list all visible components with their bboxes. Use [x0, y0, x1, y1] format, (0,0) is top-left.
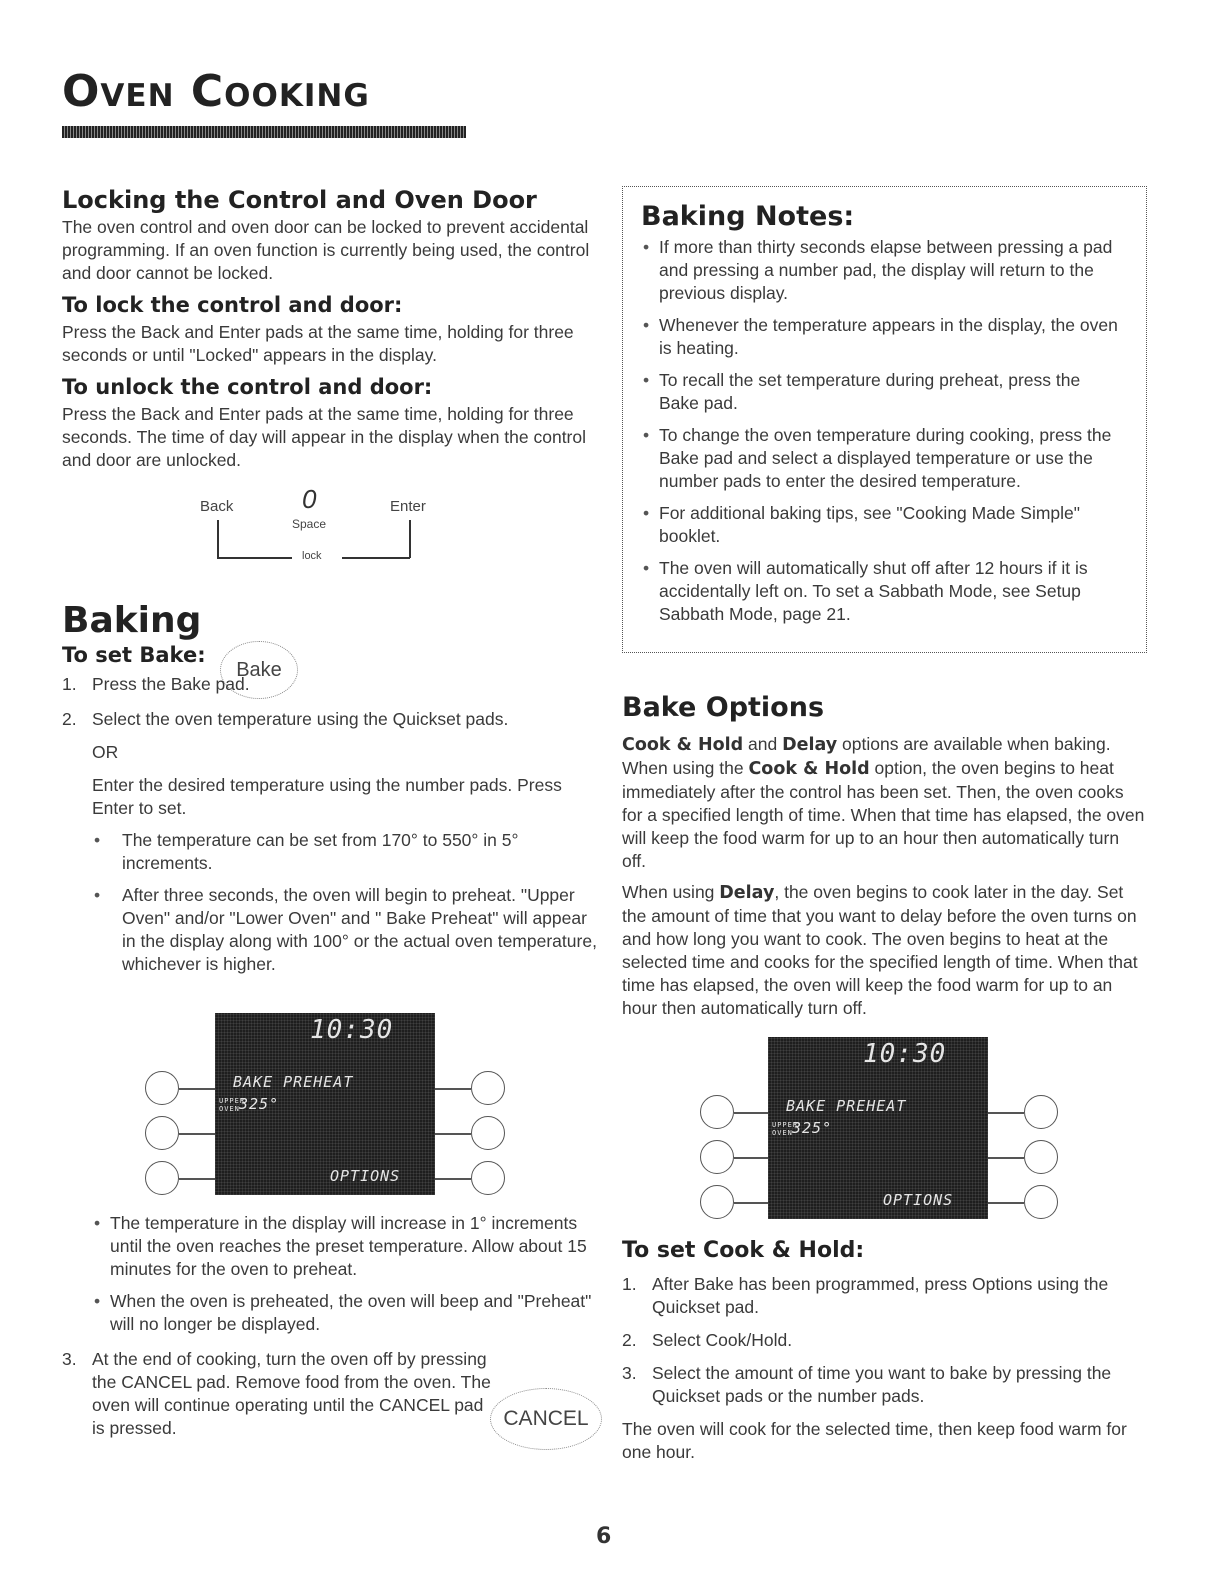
bake-bullets-a: [92, 829, 602, 976]
zero-pad-label: 0: [302, 484, 317, 514]
lead-line: [734, 1157, 768, 1159]
lock-heading: To lock the control and door:: [62, 293, 403, 317]
note-item: • If more than thirty seconds elapse between pressing a pad and pressing a number pad, the display will return to the previous display.: [641, 236, 1124, 305]
lock-bracket-left: [217, 557, 292, 559]
step-number: 1.: [622, 1274, 637, 1294]
display-panel-left: [145, 1013, 505, 1198]
bake-pad-icon: Bake: [220, 641, 298, 699]
lcd-upper: UPPER: [219, 1097, 246, 1105]
lead-line: [734, 1202, 768, 1204]
lead-line: [435, 1088, 471, 1090]
text-span: option, the oven begins to heat immediately after the control has been set. Then, the oven cooks for a specified length of time. When that time has elapsed, the oven will keep the food warm for up to an hour then automatically turn off.: [622, 758, 1145, 871]
keyword: Delay: [782, 735, 838, 755]
note-item: • Whenever the temperature appears in the display, the oven is heating.: [641, 314, 1124, 360]
notes-list: [641, 236, 1124, 626]
text-span: , the oven begins to cook later in the day. Set the amount of time that you want to delay before the oven turns on and how long you want to cook. The oven begins to heat at the selected time and cooks for the specified length of time. When that time has elapsed, the oven will keep the food warm for up to an hour then automatically turn off.: [622, 882, 1138, 1018]
bake-options-para-2: [622, 881, 1147, 1020]
lead-line: [179, 1178, 215, 1180]
text-span: When using: [622, 882, 720, 902]
lead-line: [435, 1178, 471, 1180]
lcd-oven: OVEN: [219, 1105, 240, 1113]
bake-step-3: [62, 1348, 602, 1440]
lock-bracket-right: [342, 557, 410, 559]
bake-options-para-1: [622, 733, 1147, 873]
lead-line: [435, 1133, 471, 1135]
back-pad-label: Back: [200, 498, 234, 515]
set-bake-heading: To set Bake:: [62, 643, 206, 667]
step-text: Select the oven temperature using the Quickset pads.: [92, 709, 509, 729]
cook-hold-step: [622, 1329, 1147, 1352]
step-number: 3.: [62, 1349, 77, 1369]
lcd-screen: [768, 1037, 988, 1219]
bake-bullets-b: [62, 1212, 602, 1336]
quickset-pad-left-3: [700, 1185, 734, 1219]
step-number: 3.: [622, 1363, 637, 1383]
note-item: • To recall the set temperature during preheat, press the Bake pad.: [641, 369, 1124, 415]
cook-hold-step: [622, 1273, 1147, 1319]
page-number: 6: [596, 1524, 612, 1549]
quickset-pad-right-1: [1024, 1095, 1058, 1129]
bullet-item: • The temperature can be set from 170° to 550° in 5° increments.: [92, 829, 602, 875]
quickset-pad-right-3: [1024, 1185, 1058, 1219]
step-text: After Bake has been programmed, press Options using the Quickset pad.: [652, 1274, 1109, 1317]
lead-line: [179, 1088, 215, 1090]
bake-steps: [62, 673, 602, 976]
step-text: At the end of cooking, turn the oven off by pressing the CANCEL pad. Remove food from the oven. The oven will continue operating until the CANCEL pad is pressed.: [92, 1349, 491, 1438]
text-span: options are available when baking. When using the: [622, 734, 1111, 778]
lead-line: [988, 1202, 1024, 1204]
lock-pad-diagram: [62, 484, 602, 584]
quickset-pad-right-1: [471, 1071, 505, 1105]
cook-hold-steps: [622, 1273, 1147, 1408]
lcd-upper: UPPER: [772, 1121, 799, 1129]
notes-heading: Baking Notes:: [641, 201, 855, 232]
note-item: • To change the oven temperature during cooking, press the Bake pad and select a displayed temperature or use the number pads to enter the desired temperature.: [641, 424, 1124, 493]
keyword: Cook & Hold: [748, 759, 870, 779]
lcd-time: 10:30: [863, 1039, 947, 1069]
step-number: 2.: [622, 1330, 637, 1350]
cook-hold-closing: The oven will cook for the selected time, then keep food warm for one hour.: [622, 1419, 1127, 1462]
space-label: Space: [292, 517, 327, 531]
locking-intro: The oven control and oven door can be locked to prevent accidental programming. If an oven function is currently being used, the control and door cannot be locked.: [62, 217, 590, 283]
bullet-item: • The temperature in the display will increase in 1° increments until the oven reaches the preset temperature. Allow about 15 minutes for the oven to preheat.: [92, 1212, 602, 1281]
bake-step-1: [62, 673, 602, 696]
lcd-options: OPTIONS: [883, 1191, 954, 1209]
left-column-lower: [62, 1212, 602, 1440]
keyword: Cook & Hold: [622, 735, 744, 755]
enter-lead-line: [409, 520, 411, 558]
step-2b-text: Enter the desired temperature using the number pads. Press Enter to set.: [92, 775, 562, 818]
quickset-pad-left-1: [145, 1071, 179, 1105]
unlock-text: Press the Back and Enter pads at the same time, holding for three seconds. The time of day will appear in the display when the control and door are unlocked.: [62, 404, 587, 470]
note-item: • The oven will automatically shut off after 12 hours if it is accidentally left on. To set a Sabbath Mode, see Setup Sabbath Mode, page 21.: [641, 557, 1124, 626]
or-text: OR: [92, 742, 119, 762]
note-item: • For additional baking tips, see "Cooking Made Simple" booklet.: [641, 502, 1124, 548]
left-column: [62, 186, 602, 976]
lead-line: [734, 1112, 768, 1114]
step-number: 2.: [62, 709, 77, 729]
lcd-time: 10:30: [310, 1015, 394, 1045]
lock-label: lock: [302, 550, 322, 562]
step-text: Select the amount of time you want to bake by pressing the Quickset pads or the number pads.: [652, 1363, 1112, 1406]
cancel-pad-icon: CANCEL: [490, 1388, 602, 1450]
lead-line: [179, 1133, 215, 1135]
baking-notes-box: [622, 186, 1147, 653]
lead-line: [988, 1157, 1024, 1159]
unlock-heading: To unlock the control and door:: [62, 375, 433, 399]
baking-heading: Baking: [62, 600, 202, 641]
text-span: and: [743, 734, 783, 754]
enter-pad-label: Enter: [390, 498, 426, 515]
lcd-options: OPTIONS: [330, 1167, 401, 1185]
cook-hold-heading: To set Cook & Hold:: [622, 1238, 865, 1263]
bullet-item: • After three seconds, the oven will begin to preheat. "Upper Oven" and/or "Lower Oven" and " Bake Preheat" will appear in the display along with 100° or the actual oven temperature, whichever is higher.: [92, 884, 602, 976]
lcd-bake-preheat: BAKE PREHEAT: [786, 1097, 907, 1115]
step-number: 1.: [62, 674, 77, 694]
step-text: Press the Bake pad.: [92, 674, 250, 694]
bullet-item: • When the oven is preheated, the oven will beep and "Preheat" will no longer be displayed.: [92, 1290, 602, 1336]
back-lead-line: [217, 520, 219, 558]
cook-hold-step: [622, 1362, 1147, 1408]
bake-options-section: [622, 692, 1147, 1020]
quickset-pad-left-3: [145, 1161, 179, 1195]
quickset-pad-left-1: [700, 1095, 734, 1129]
lcd-oven: OVEN: [772, 1129, 793, 1137]
lcd-temp: 325°: [239, 1095, 280, 1113]
lead-line: [988, 1112, 1024, 1114]
lcd-screen: [215, 1013, 435, 1195]
keyword: Delay: [719, 883, 775, 903]
quickset-pad-left-2: [145, 1116, 179, 1150]
bake-options-heading: Bake Options: [622, 692, 825, 723]
lcd-temp: 325°: [792, 1119, 833, 1137]
display-panel-right: [700, 1037, 1060, 1222]
lock-text: Press the Back and Enter pads at the same time, holding for three seconds or until "Locked" appears in the display.: [62, 322, 574, 365]
lcd-bake-preheat: BAKE PREHEAT: [233, 1073, 354, 1091]
quickset-pad-right-2: [471, 1116, 505, 1150]
page-title: Oven Cooking: [62, 66, 370, 117]
cook-hold-section: [622, 1238, 1147, 1464]
locking-heading: Locking the Control and Oven Door: [62, 186, 537, 214]
quickset-pad-right-3: [471, 1161, 505, 1195]
quickset-pad-right-2: [1024, 1140, 1058, 1174]
bake-step-2: [62, 708, 602, 976]
step-text: Select Cook/Hold.: [652, 1330, 793, 1350]
quickset-pad-left-2: [700, 1140, 734, 1174]
title-rule: [62, 126, 466, 138]
